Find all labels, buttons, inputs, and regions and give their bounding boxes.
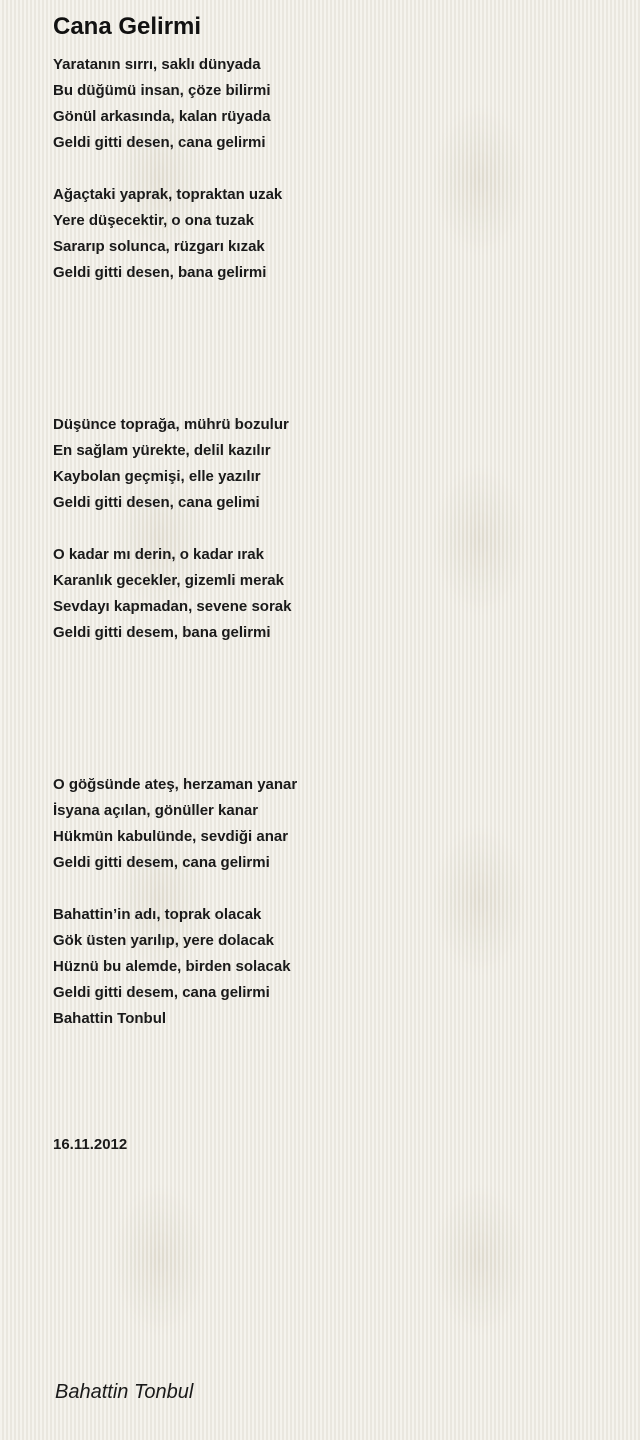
poem-line: Düşünce toprağa, mührü bozulur [53,416,289,433]
stanza [53,412,593,516]
stanza [53,902,593,1032]
stanza [53,182,593,286]
poem-line: Geldi gitti desen, cana gelimi [53,494,260,511]
poem-line: Gök üsten yarılıp, yere dolacak [53,932,274,949]
poem-line: Yaratanın sırrı, saklı dünyada [53,56,261,73]
poem-line: Geldi gitti desem, cana gelirmi [53,854,270,871]
poem-line: Geldi gitti desen, bana gelirmi [53,264,267,281]
poem-line: En sağlam yürekte, delil kazılır [53,442,271,459]
poem-line: Hüznü bu alemde, birden solacak [53,958,291,975]
stanza [53,52,593,156]
stanza [53,772,593,876]
poem-line: Yere düşecektir, o ona tuzak [53,212,254,229]
stanza-gap [53,156,593,182]
poem-line: Bahattin’in adı, toprak olacak [53,906,262,923]
poem-body [53,52,593,1032]
poem-line: İsyana açılan, gönüller kanar [53,802,259,819]
poem-line: Gönül arkasında, kalan rüyada [53,108,271,125]
poem-line: Sararıp solunca, rüzgarı kızak [53,238,265,255]
poem-line: Geldi gitti desen, cana gelirmi [53,134,266,151]
stanza-gap [53,646,593,772]
poem-line: Bu düğümü insan, çöze bilirmi [53,82,271,99]
poem-line: Kaybolan geçmişi, elle yazılır [53,468,261,485]
poem-line: Ağaçtaki yaprak, topraktan uzak [53,186,283,203]
stanza-gap [53,286,593,412]
poem-line: O göğsünde ateş, herzaman yanar [53,776,298,793]
stanza-gap [53,516,593,542]
poem-line: Hükmün kabulünde, sevdiği anar [53,828,289,845]
poem-title: Cana Gelirmi [53,13,202,40]
poem-line: Sevdayı kapmadan, sevene sorak [53,598,292,615]
stanza-gap [53,876,593,902]
poem-line: Karanlık gecekler, gizemli merak [53,572,284,589]
poem-date: 16.11.2012 [53,1136,128,1153]
poem-line: Geldi gitti desem, cana gelirmi [53,984,270,1001]
poem-line: O kadar mı derin, o kadar ırak [53,546,264,563]
poem-line: Geldi gitti desem, bana gelirmi [53,624,271,641]
stanza [53,542,593,646]
poem-author-line: Bahattin Tonbul [53,1010,167,1027]
author-signature: Bahattin Tonbul [55,1381,194,1403]
